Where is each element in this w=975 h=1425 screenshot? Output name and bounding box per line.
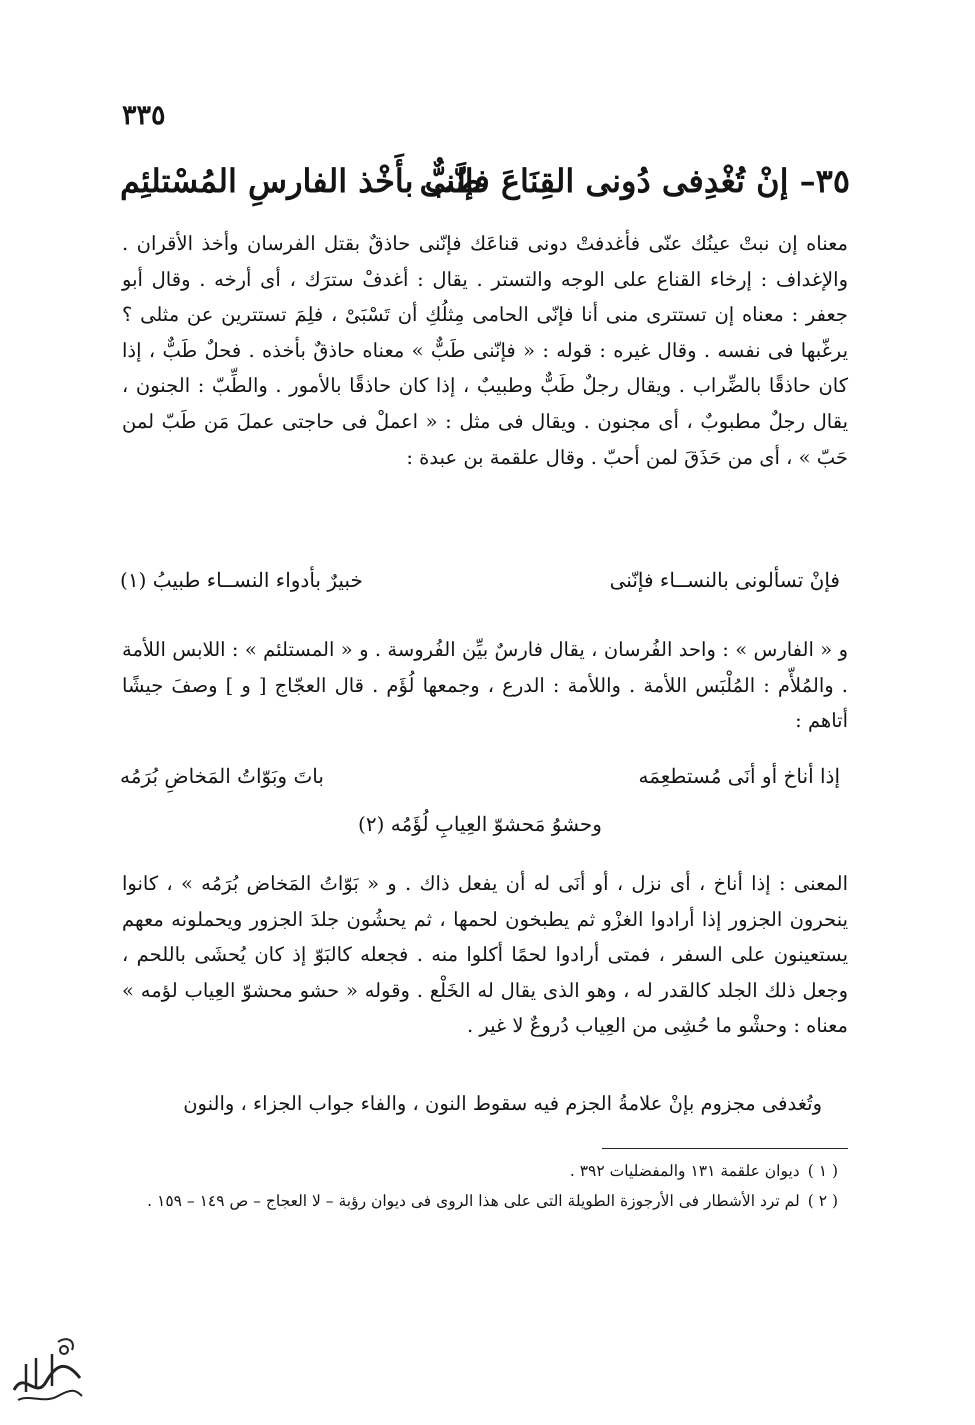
- library-seal-icon: [6, 1330, 88, 1412]
- verse-hemistich-1: ٣٥– إنْ تُغْدِفى دُونى القِنَاعَ فإنّنى: [419, 162, 850, 200]
- footnote-divider: [602, 1148, 848, 1149]
- rajaz-line-1: إذا أناخ أو أنَى مُستطعِمَه: [638, 764, 840, 788]
- footnote-number: ( ٢ ): [807, 1192, 838, 1210]
- footnote-text: ديوان علقمة ١٣١ والمفضليات ٣٩٢ .: [569, 1162, 800, 1180]
- footnote-text: لم ترد الأشطار فى الأرجوزة الطويلة التى على هذا الروى فى ديوان رؤبة – لا العجاج – ص ١٤٩ – ١٥٩ .: [147, 1192, 800, 1210]
- footnotes: [122, 1156, 838, 1216]
- commentary-paragraph: معناه إن نبتْ عينُك عنّى فأغدفتْ دونى قناعَك فإنّنى حاذقٌ بقتل الفرسان وأخذ الأقران . والإغداف : إرخاء القناع على الوجه والتستر . يقال : أغدفْ سترَك ، أى أرخه . وقال أبو جعفر : معناه إن تستترى منى أنا فإنّى الحامى مِثلُكِ أن تَسْبَىْ ، فلِمَ تستترين عن مثلى ؟ يرغّبها فى نفسه . وقال غيره : قوله : « فإنّنى طَبٌّ » معناه حاذقٌ بأخذه . فحلٌ طَبٌّ ، إذا كان حاذقًا بالضِّراب . ويقال رجلٌ طَبٌّ وطبيبٌ ، إذا كان حاذقًا بالأمور . والطِّبّ : الجنون ، يقال رجلٌ مطبوبٌ ، أى مجنون . ويقال فى مثل : « اعملْ فى حاجتى عملَ مَن طَبّ لمن حَبّ » ، أى من حَذَقَ لمن أحبّ . وقال علقمة بن عبدة :: [122, 232, 848, 469]
- rajaz-line-2: باتَ وبَوّاتُ المَخاضِ بُرَمُه: [120, 764, 324, 788]
- rajaz-line-3: وحشوُ مَحشوّ العِيابِ لُؤَمُه (٢): [358, 812, 602, 836]
- rajaz-verse: [120, 764, 840, 804]
- footnote-2: [122, 1186, 838, 1216]
- quoted-verse-second-half: خبيرٌ بأدواء النســاء طبيبُ (١): [120, 568, 363, 592]
- page-number: ٣٣٥: [122, 100, 166, 131]
- commentary-paragraph: و « الفارس » : واحد الفُرسان ، يقال فارسٌ بيِّن الفُروسة . و « المستلئم » : اللابس اللأمة . والمُلأّم : المُلْبَس اللأمة . واللأمة : الدرع ، وجمعها لُؤَم . قال العجّاج [ و ] وصفَ جيشًا أتاهم :: [122, 638, 848, 733]
- commentary-paragraph: المعنى : إذا أناخ ، أى نزل ، أو أنَى له أن يفعل ذاك . و « بَوّاتُ المَخاض بُرَمُه » ، كانوا ينحرون الجزور إذا أرادوا الغزْو ثم يطبخون لحمها ، ثم يحشُون جلدَ الجزور ويحملونه معهم يستعينون على السفر ، فمتى أرادوا لحمًا أكلوا منه . فجعله كالبَوّ إذ كان يُحشَى باللحم ، وجعل ذلك الجلد كالقدر له ، وهو الذى يقال له الخَلْع . وقوله « حشو محشوّ العِياب لؤمه » معناه : وحشْو ما حُشِى من العِياب دُروعٌ لا غير .: [122, 872, 848, 1038]
- quoted-verse-first-half: فإنْ تسألونى بالنســاء فإنّنى: [609, 568, 840, 592]
- grammar-paragraph: وتُغدفى مجزوم بإنْ علامةُ الجزم فيه سقوط النون ، والفاء جواب الجزاء ، والنون: [183, 1092, 822, 1115]
- quoted-verse: [120, 568, 840, 608]
- verse-heading: [120, 162, 850, 218]
- footnote-1: [122, 1156, 838, 1186]
- footnote-number: ( ١ ): [807, 1162, 838, 1180]
- verse-hemistich-2: طَبٌّ بأَخْذ الفارسِ المُسْتلئِم: [120, 162, 482, 200]
